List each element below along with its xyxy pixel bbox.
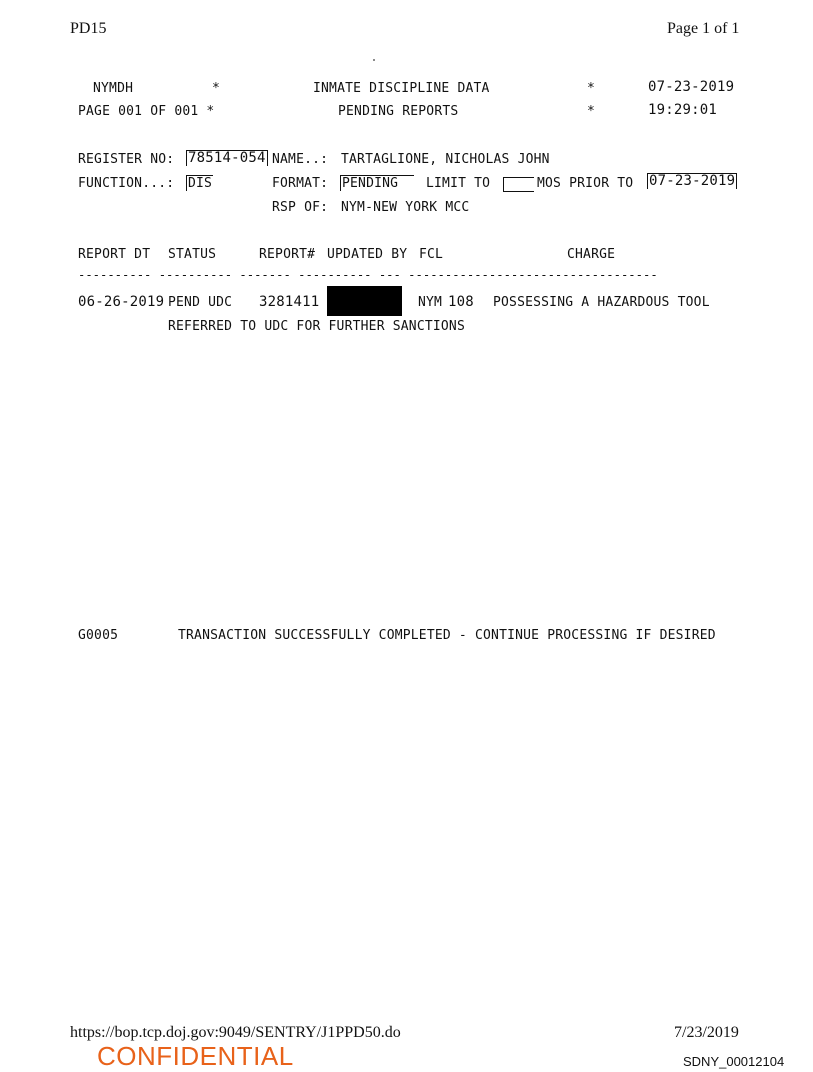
- row-status: PEND UDC: [168, 295, 233, 310]
- limit-field[interactable]: [503, 175, 534, 193]
- row-charge-code: 108: [448, 294, 474, 310]
- print-footer-url: https://bop.tcp.doj.gov:9049/SENTRY/J1PPD50.do: [70, 1024, 401, 1041]
- row-charge: POSSESSING A HAZARDOUS TOOL: [493, 295, 710, 310]
- col-status: STATUS: [168, 247, 217, 262]
- separator-star: *: [587, 104, 596, 119]
- register-number-field[interactable]: 78514-054: [188, 150, 266, 166]
- message-code: G0005: [78, 628, 119, 643]
- screen-subtitle: PENDING REPORTS: [338, 104, 459, 119]
- screen-title: INMATE DISCIPLINE DATA: [313, 81, 490, 96]
- status-message: TRANSACTION SUCCESSFULLY COMPLETED - CONTINUE PROCESSING IF DESIRED: [178, 628, 716, 643]
- screen-time: 19:29:01: [648, 102, 718, 118]
- row-report-dt: 06-26-2019: [78, 294, 165, 310]
- mos-prior-label: MOS PRIOR TO: [537, 176, 634, 191]
- redaction-block: [327, 286, 402, 316]
- row-report-number: 3281411: [259, 294, 320, 310]
- print-header-left: PD15: [70, 20, 107, 37]
- function-label: FUNCTION...:: [78, 176, 175, 191]
- bates-number: SDNY_00012104: [683, 1054, 785, 1069]
- row-note: REFERRED TO UDC FOR FURTHER SANCTIONS: [168, 319, 465, 334]
- col-report-dt: REPORT DT: [78, 247, 151, 262]
- confidential-stamp: CONFIDENTIAL: [97, 1041, 294, 1071]
- row-fcl: NYM: [418, 295, 443, 310]
- inmate-name: TARTAGLIONE, NICHOLAS JOHN: [341, 152, 550, 167]
- limit-value: [503, 177, 534, 192]
- register-label: REGISTER NO:: [78, 152, 175, 167]
- print-footer-date: 7/23/2019: [674, 1024, 739, 1041]
- scan-speck: [373, 59, 375, 61]
- col-charge: CHARGE: [567, 247, 616, 262]
- page-indicator: PAGE 001 OF 001 *: [78, 104, 215, 119]
- rsp-value: NYM-NEW YORK MCC: [341, 200, 470, 215]
- separator-star: *: [587, 81, 596, 96]
- facility-code: NYMDH: [93, 81, 134, 96]
- separator-star: *: [212, 81, 221, 96]
- screen-date: 07-23-2019: [648, 79, 735, 95]
- print-header-page: Page 1 of 1: [667, 20, 740, 37]
- col-report-number: REPORT#: [259, 247, 316, 262]
- function-field[interactable]: DIS: [188, 176, 213, 191]
- rsp-label: RSP OF:: [272, 200, 329, 215]
- header-dash-line: ---------- ---------- ------- ---------- --- ----------------------------------: [78, 268, 658, 282]
- format-field[interactable]: PENDING: [340, 175, 414, 191]
- format-label: FORMAT:: [272, 176, 329, 191]
- col-fcl: FCL: [419, 247, 444, 262]
- limit-label: LIMIT TO: [426, 176, 491, 191]
- prior-date-field[interactable]: 07-23-2019: [649, 173, 736, 189]
- name-label: NAME..:: [272, 152, 329, 167]
- col-updated-by: UPDATED BY: [327, 247, 408, 262]
